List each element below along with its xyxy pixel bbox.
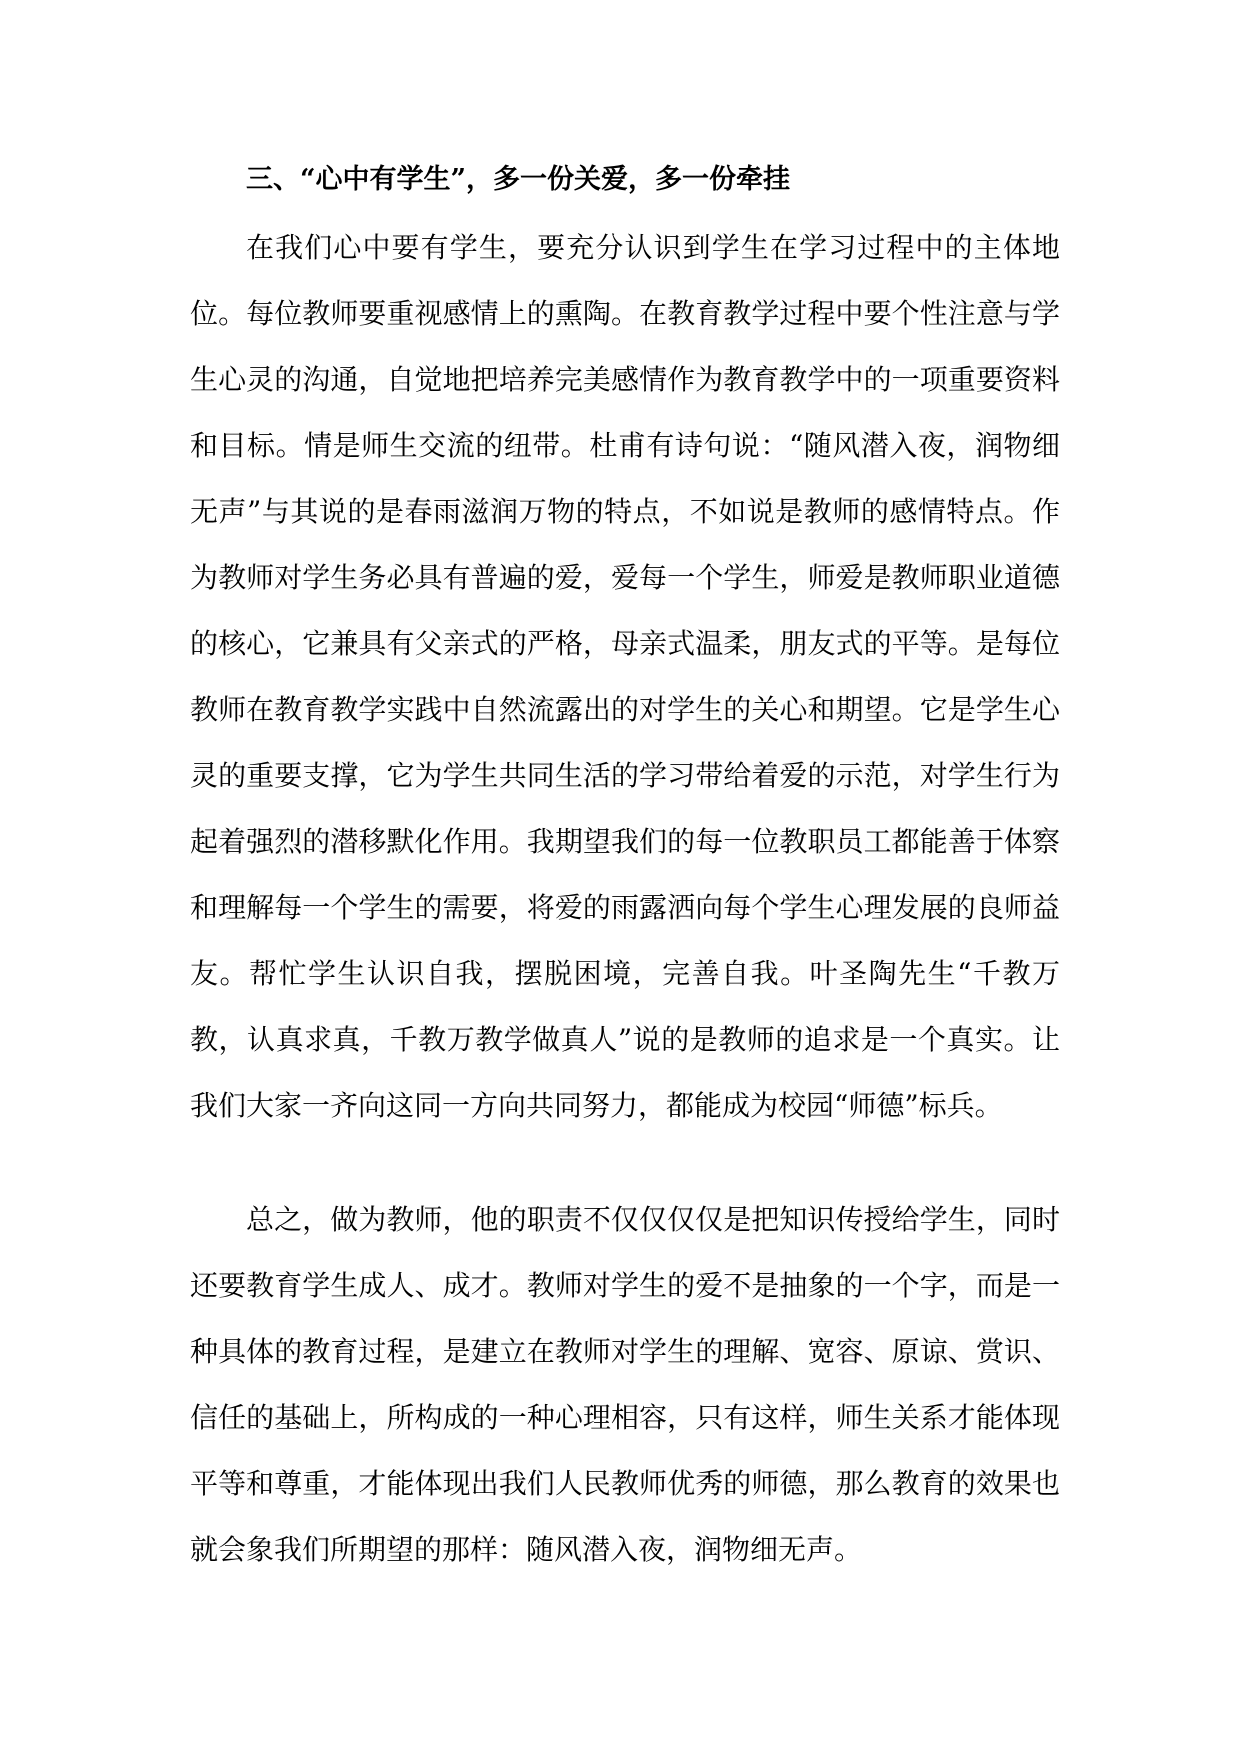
body-paragraph: 在我们心中要有学生，要充分认识到学生在学习过程中的主体地位。每位教师要重视感情上的熏陶。在教育教学过程中要个性注意与学生心灵的沟通，自觉地把培养完美感情作为教育教学中的一项重要资料和目标。情是师生交流的纽带。杜甫有诗句说：“随风潜入夜，润物细无声”与其说的是春雨滋润万物的特点，不如说是教师的感情特点。作为教师对学生务必具有普遍的爱，爱每一个学生，师爱是教师职业道德的核心，它兼具有父亲式的严格，母亲式温柔，朋友式的平等。是每位教师在教育教学实践中自然流露出的对学生的关心和期望。它是学生心灵的重要支撑，它为学生共同生活的学习带给着爱的示范，对学生行为起着强烈的潜移默化作用。我期望我们的每一位教职员工都能善于体察和理解每一个学生的需要，将爱的雨露洒向每个学生心理发展的良师益友。帮忙学生认识自我，摆脱困境，完善自我。叶圣陶先生“千教万教，认真求真，千教万教学做真人”说的是教师的追求是一个真实。让我们大家一齐向这同一方向共同努力，都能成为校园“师德”标兵。 bbox=[190, 231, 1060, 1122]
body-paragraph: 总之，做为教师，他的职责不仅仅仅仅是把知识传授给学生，同时还要教育学生成人、成才。教师对学生的爱不是抽象的一个字，而是一种具体的教育过程，是建立在教师对学生的理解、宽容、原谅、赏识、信任的基础上，所构成的一种心理相容，只有这样，师生关系才能体现平等和尊重，才能体现出我们人民教师优秀的师德，那么教育的效果也就会象我们所期望的那样：随风潜入夜，润物细无声。 bbox=[190, 1203, 1060, 1566]
section-heading: 三、“心中有学生”，多一份关爱，多一份牵挂 bbox=[246, 164, 791, 195]
